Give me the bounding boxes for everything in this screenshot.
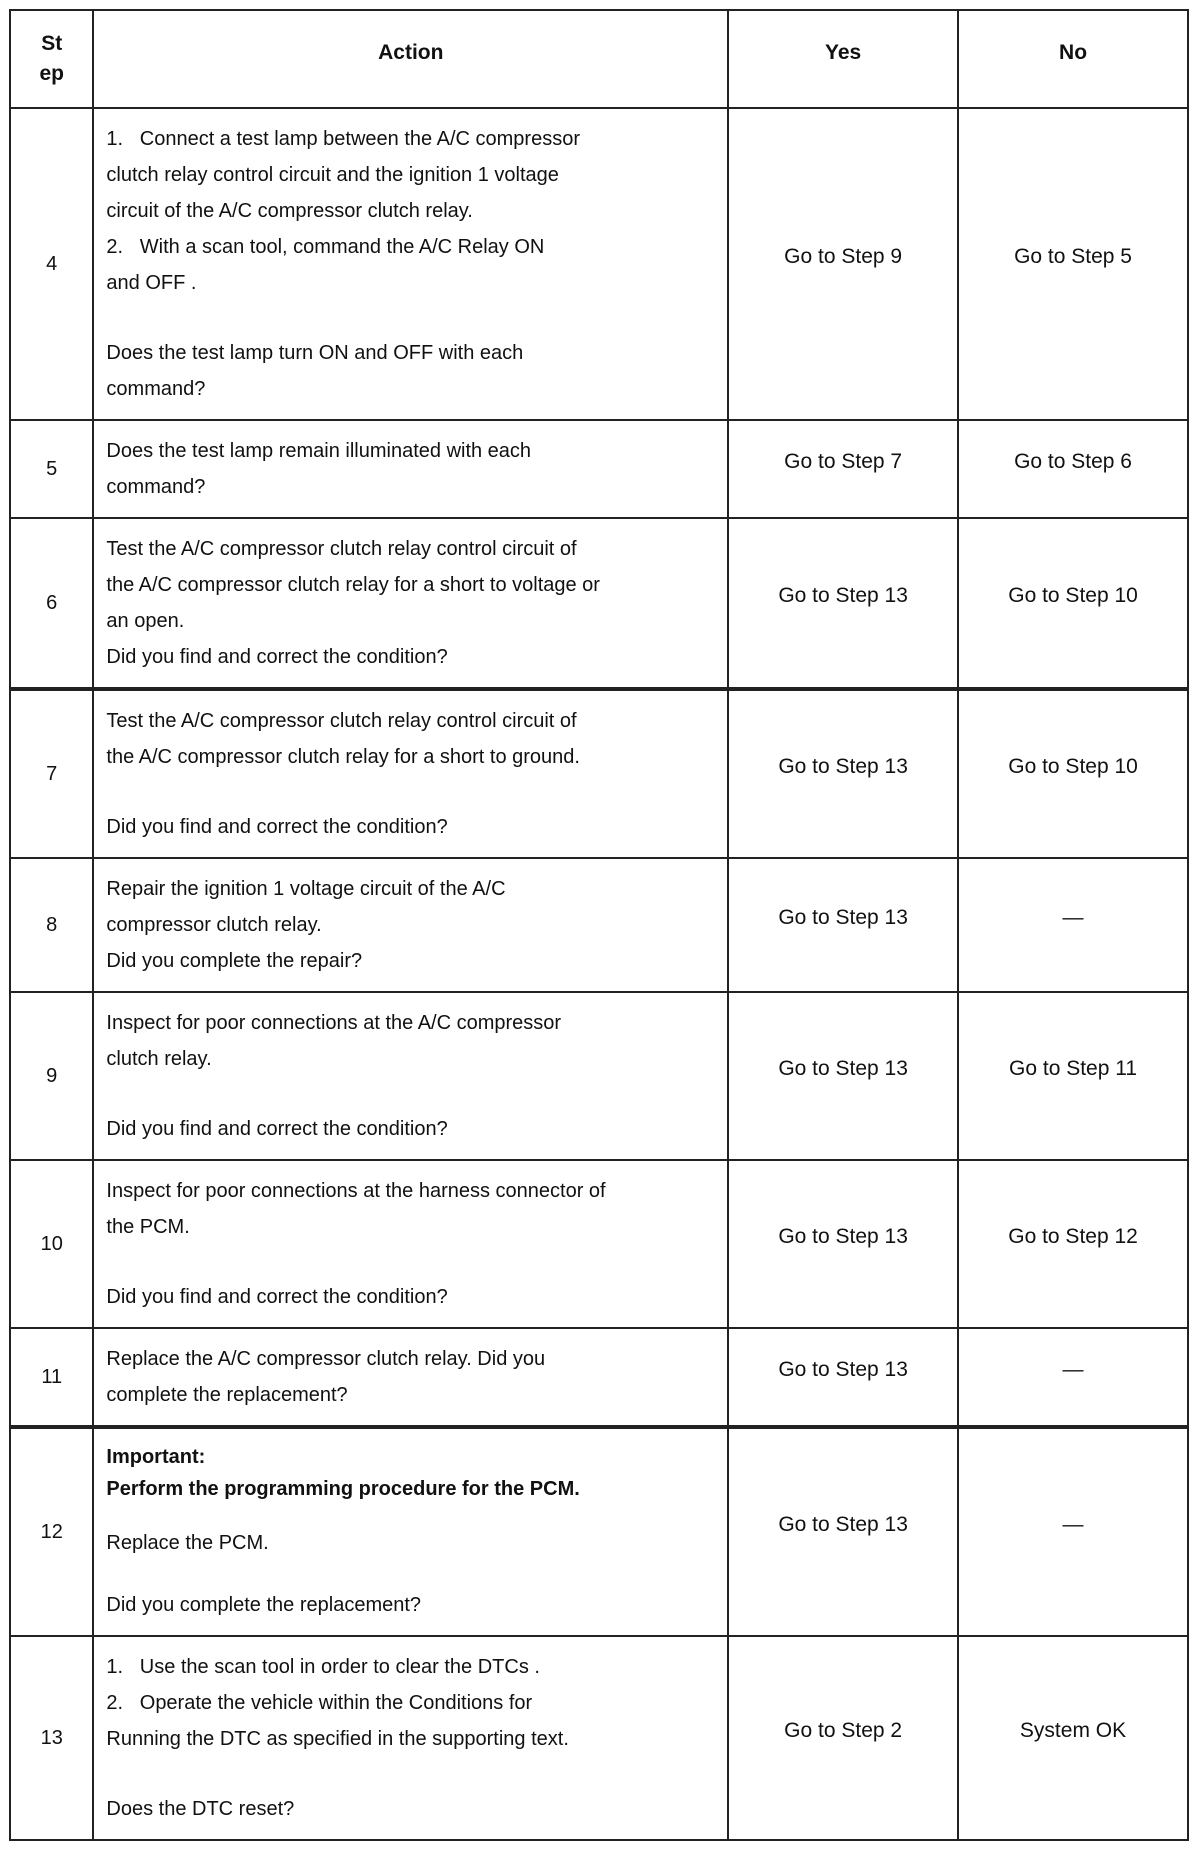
- no-result: System OK: [958, 1636, 1188, 1840]
- no-result: Go to Step 6: [958, 420, 1188, 518]
- table-body: [10, 108, 1188, 1840]
- step-number: 4: [10, 108, 93, 420]
- table-row: [10, 1427, 1188, 1636]
- action-question: command?: [106, 476, 206, 498]
- step-number: 8: [10, 858, 93, 992]
- no-result: —: [958, 1427, 1188, 1636]
- header-row: [10, 10, 1188, 108]
- action-question: Does the test lamp remain illuminated with each: [106, 440, 532, 462]
- action-line: the A/C compressor clutch relay for a short to voltage or: [106, 574, 600, 596]
- diagnostic-table: [9, 9, 1189, 1841]
- step-number: 12: [10, 1427, 93, 1636]
- spacer: [106, 1245, 713, 1279]
- yes-result: Go to Step 13: [728, 992, 958, 1160]
- spacer: [106, 1561, 713, 1587]
- action-question: Does the DTC reset?: [106, 1798, 295, 1820]
- yes-result: Go to Step 9: [728, 108, 958, 420]
- action-line: 2. Operate the vehicle within the Conditions for: [106, 1692, 533, 1714]
- no-result: Go to Step 11: [958, 992, 1188, 1160]
- action-cell: [93, 1328, 728, 1427]
- no-result: Go to Step 12: [958, 1160, 1188, 1328]
- spacer: [106, 1505, 713, 1525]
- step-number: 7: [10, 689, 93, 858]
- important-label: Important:: [106, 1446, 206, 1468]
- action-question: Did you find and correct the condition?: [106, 816, 448, 838]
- yes-result: Go to Step 13: [728, 1160, 958, 1328]
- table-row: [10, 1636, 1188, 1840]
- yes-result: Go to Step 2: [728, 1636, 958, 1840]
- action-question: command?: [106, 378, 206, 400]
- action-line: clutch relay control circuit and the ignition 1 voltage: [106, 164, 559, 186]
- table-row: [10, 1160, 1188, 1328]
- table-row: [10, 108, 1188, 420]
- action-line: Test the A/C compressor clutch relay control circuit of: [106, 538, 577, 560]
- yes-result: Go to Step 13: [728, 1328, 958, 1427]
- spacer: [106, 1757, 713, 1791]
- action-line: an open.: [106, 610, 185, 632]
- header-step-line-2: ep: [39, 62, 64, 85]
- no-result: Go to Step 10: [958, 518, 1188, 689]
- action-question: complete the replacement?: [106, 1384, 348, 1406]
- yes-result: Go to Step 13: [728, 689, 958, 858]
- no-result: —: [958, 858, 1188, 992]
- action-line: Test the A/C compressor clutch relay control circuit of: [106, 710, 577, 732]
- action-line: the PCM.: [106, 1216, 190, 1238]
- action-cell: [93, 992, 728, 1160]
- no-result: Go to Step 10: [958, 689, 1188, 858]
- table-row: [10, 858, 1188, 992]
- table-row: [10, 689, 1188, 858]
- action-cell: [93, 1427, 728, 1636]
- action-line: 2. With a scan tool, command the A/C Relay ON: [106, 236, 545, 258]
- action-cell: [93, 1160, 728, 1328]
- action-cell: [93, 108, 728, 420]
- action-cell: [93, 858, 728, 992]
- action-line: the A/C compressor clutch relay for a short to ground.: [106, 746, 580, 768]
- table-row: [10, 420, 1188, 518]
- action-line: clutch relay.: [106, 1048, 212, 1070]
- action-line: circuit of the A/C compressor clutch relay.: [106, 200, 473, 222]
- spacer: [106, 775, 713, 809]
- no-result: —: [958, 1328, 1188, 1427]
- action-line: Inspect for poor connections at the harness connector of: [106, 1180, 606, 1202]
- spacer: [106, 1077, 713, 1111]
- action-question: Did you find and correct the condition?: [106, 1286, 448, 1308]
- step-number: 11: [10, 1328, 93, 1427]
- yes-result: Go to Step 13: [728, 858, 958, 992]
- table-row: [10, 518, 1188, 689]
- table-row: [10, 1328, 1188, 1427]
- header-step-line-1: St: [41, 32, 63, 55]
- header-yes: Yes: [728, 10, 958, 108]
- action-line: and OFF .: [106, 272, 197, 294]
- action-question: Did you complete the replacement?: [106, 1594, 422, 1616]
- step-number: 6: [10, 518, 93, 689]
- no-result: Go to Step 5: [958, 108, 1188, 420]
- important-note: Perform the programming procedure for the PCM.: [106, 1478, 580, 1500]
- header-action: Action: [93, 10, 728, 108]
- action-line: 1. Use the scan tool in order to clear the DTCs .: [106, 1656, 540, 1678]
- action-question: Did you find and correct the condition?: [106, 1118, 448, 1140]
- step-number: 9: [10, 992, 93, 1160]
- action-cell: [93, 1636, 728, 1840]
- yes-result: Go to Step 13: [728, 518, 958, 689]
- spacer: [106, 301, 713, 335]
- step-number: 13: [10, 1636, 93, 1840]
- action-line: 1. Connect a test lamp between the A/C compressor: [106, 128, 580, 150]
- action-question: Did you complete the repair?: [106, 950, 363, 972]
- header-step: [10, 10, 93, 108]
- action-cell: [93, 518, 728, 689]
- yes-result: Go to Step 13: [728, 1427, 958, 1636]
- action-line: Running the DTC as specified in the supporting text.: [106, 1728, 569, 1750]
- action-line: Repair the ignition 1 voltage circuit of the A/C: [106, 878, 506, 900]
- action-line: Inspect for poor connections at the A/C compressor: [106, 1012, 562, 1034]
- action-line: compressor clutch relay.: [106, 914, 322, 936]
- action-line: Replace the PCM.: [106, 1532, 269, 1554]
- step-number: 5: [10, 420, 93, 518]
- action-question: Replace the A/C compressor clutch relay. Did you: [106, 1348, 546, 1370]
- action-question: Did you find and correct the condition?: [106, 646, 448, 668]
- action-question: Does the test lamp turn ON and OFF with each: [106, 342, 524, 364]
- yes-result: Go to Step 7: [728, 420, 958, 518]
- action-cell: [93, 689, 728, 858]
- table-row: [10, 992, 1188, 1160]
- action-cell: [93, 420, 728, 518]
- step-number: 10: [10, 1160, 93, 1328]
- header-no: No: [958, 10, 1188, 108]
